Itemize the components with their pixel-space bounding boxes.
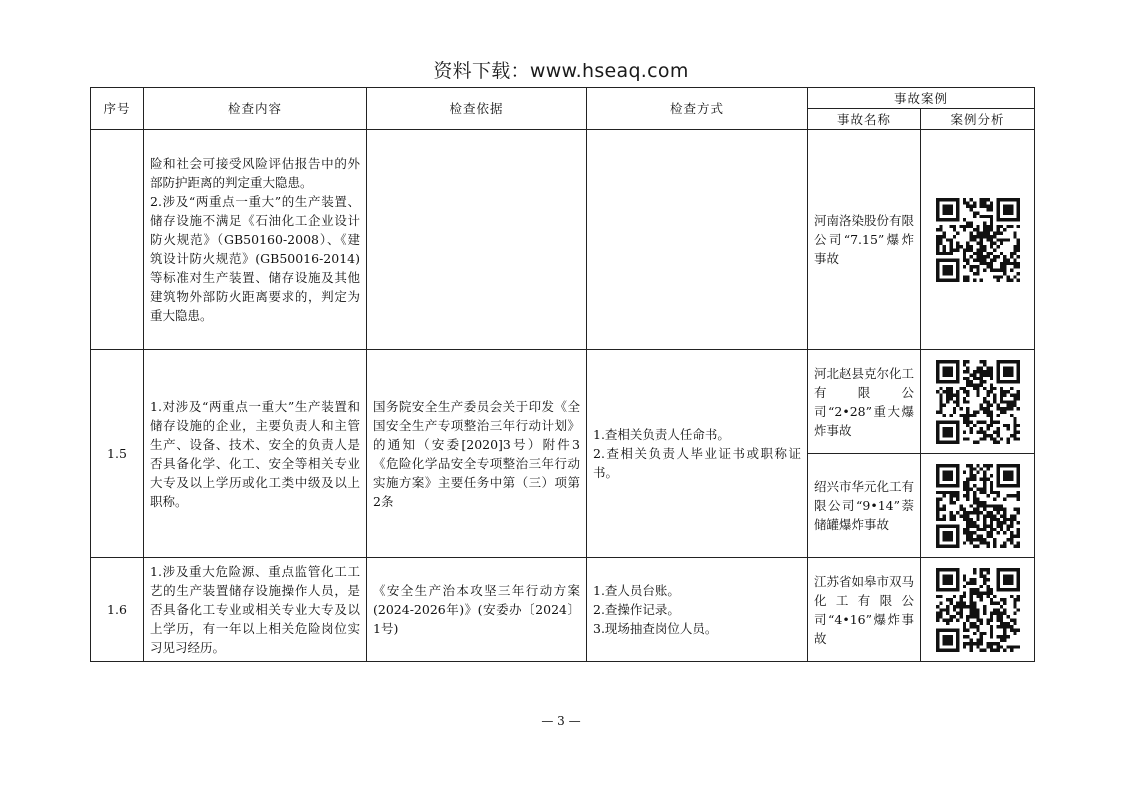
header-accident-group: 事故案例 [808,88,1035,109]
header-method: 检查方式 [587,88,808,130]
case-analysis-cell [921,558,1035,662]
page-number: — 3 — [541,714,581,728]
method-text: 1.查人员台账。 2.查操作记录。 3.现场抽查岗位人员。 [593,583,718,636]
inspection-table [90,87,1035,662]
accident-name: 江苏省如皋市双马化工有限公司“4•16”爆炸事故 [808,558,921,662]
row-index [91,130,144,350]
qr-code-icon[interactable] [936,568,1020,652]
method-text: 1.查相关负责人任命书。 2.查相关负责人毕业证书或职称证书。 [593,427,801,480]
row-method [587,130,808,350]
header-accident-name: 事故名称 [808,109,921,130]
row-index: 1.5 [91,350,144,558]
row-basis [367,130,587,350]
page-header: 资料下载：www.hseaq.com [433,60,689,82]
row-index: 1.6 [91,558,144,662]
case-analysis-cell [921,454,1035,558]
accident-name: 河南洛染股份有限公司“7.15”爆炸事故 [808,130,921,350]
header-basis: 检查依据 [367,88,587,130]
table-row [91,350,1035,454]
qr-code-icon[interactable] [936,464,1020,548]
table-row [91,130,1035,350]
header-index: 序号 [91,88,144,130]
case-analysis-cell [921,350,1035,454]
content-text: 险和社会可接受风险评估报告中的外部防护距离的判定重大隐患。 2.涉及“两重点一重大”的生产装置、储存设施不满足《石油化工企业设计防火规范》（GB50160-2008）、《建筑设计防火规范》(GB50016-2014)等标准对生产装置、储存设施及其他建筑物外部防火距离要求的，判定为重大隐患。 [150,156,360,323]
accident-name: 河北赵县克尔化工有限公司“2•28”重大爆炸事故 [808,350,921,454]
row-content [144,130,367,350]
qr-code-icon[interactable] [936,360,1020,444]
table-row [91,558,1035,662]
header-content: 检查内容 [144,88,367,130]
row-method [587,558,808,662]
row-content: 1.对涉及“两重点一重大”生产装置和储存设施的企业，主要负责人和主管生产、设备、技术、安全的负责人是否具备化学、化工、安全等相关专业大专及以上学历或化工类中级及以上职称。 [144,350,367,558]
header-case-analysis: 案例分析 [921,109,1035,130]
row-basis: 国务院安全生产委员会关于印发《全国安全生产专项整治三年行动计划》的通知（安委[2020]3号）附件3《危险化学品安全专项整治三年行动实施方案》主要任务中第（三）项第2条 [367,350,587,558]
row-content: 1.涉及重大危险源、重点监管化工工艺的生产装置储存设施操作人员，是否具备化工专业或相关专业大专及以上学历，有一年以上相关危险岗位实习见习经历。 [144,558,367,662]
row-method [587,350,808,558]
accident-name: 绍兴市华元化工有限公司“9•14”萘储罐爆炸事故 [808,454,921,558]
case-analysis-cell [921,130,1035,350]
row-basis: 《安全生产治本攻坚三年行动方案(2024-2026年)》(安委办〔2024〕1号) [367,558,587,662]
qr-code-icon[interactable] [936,198,1020,282]
